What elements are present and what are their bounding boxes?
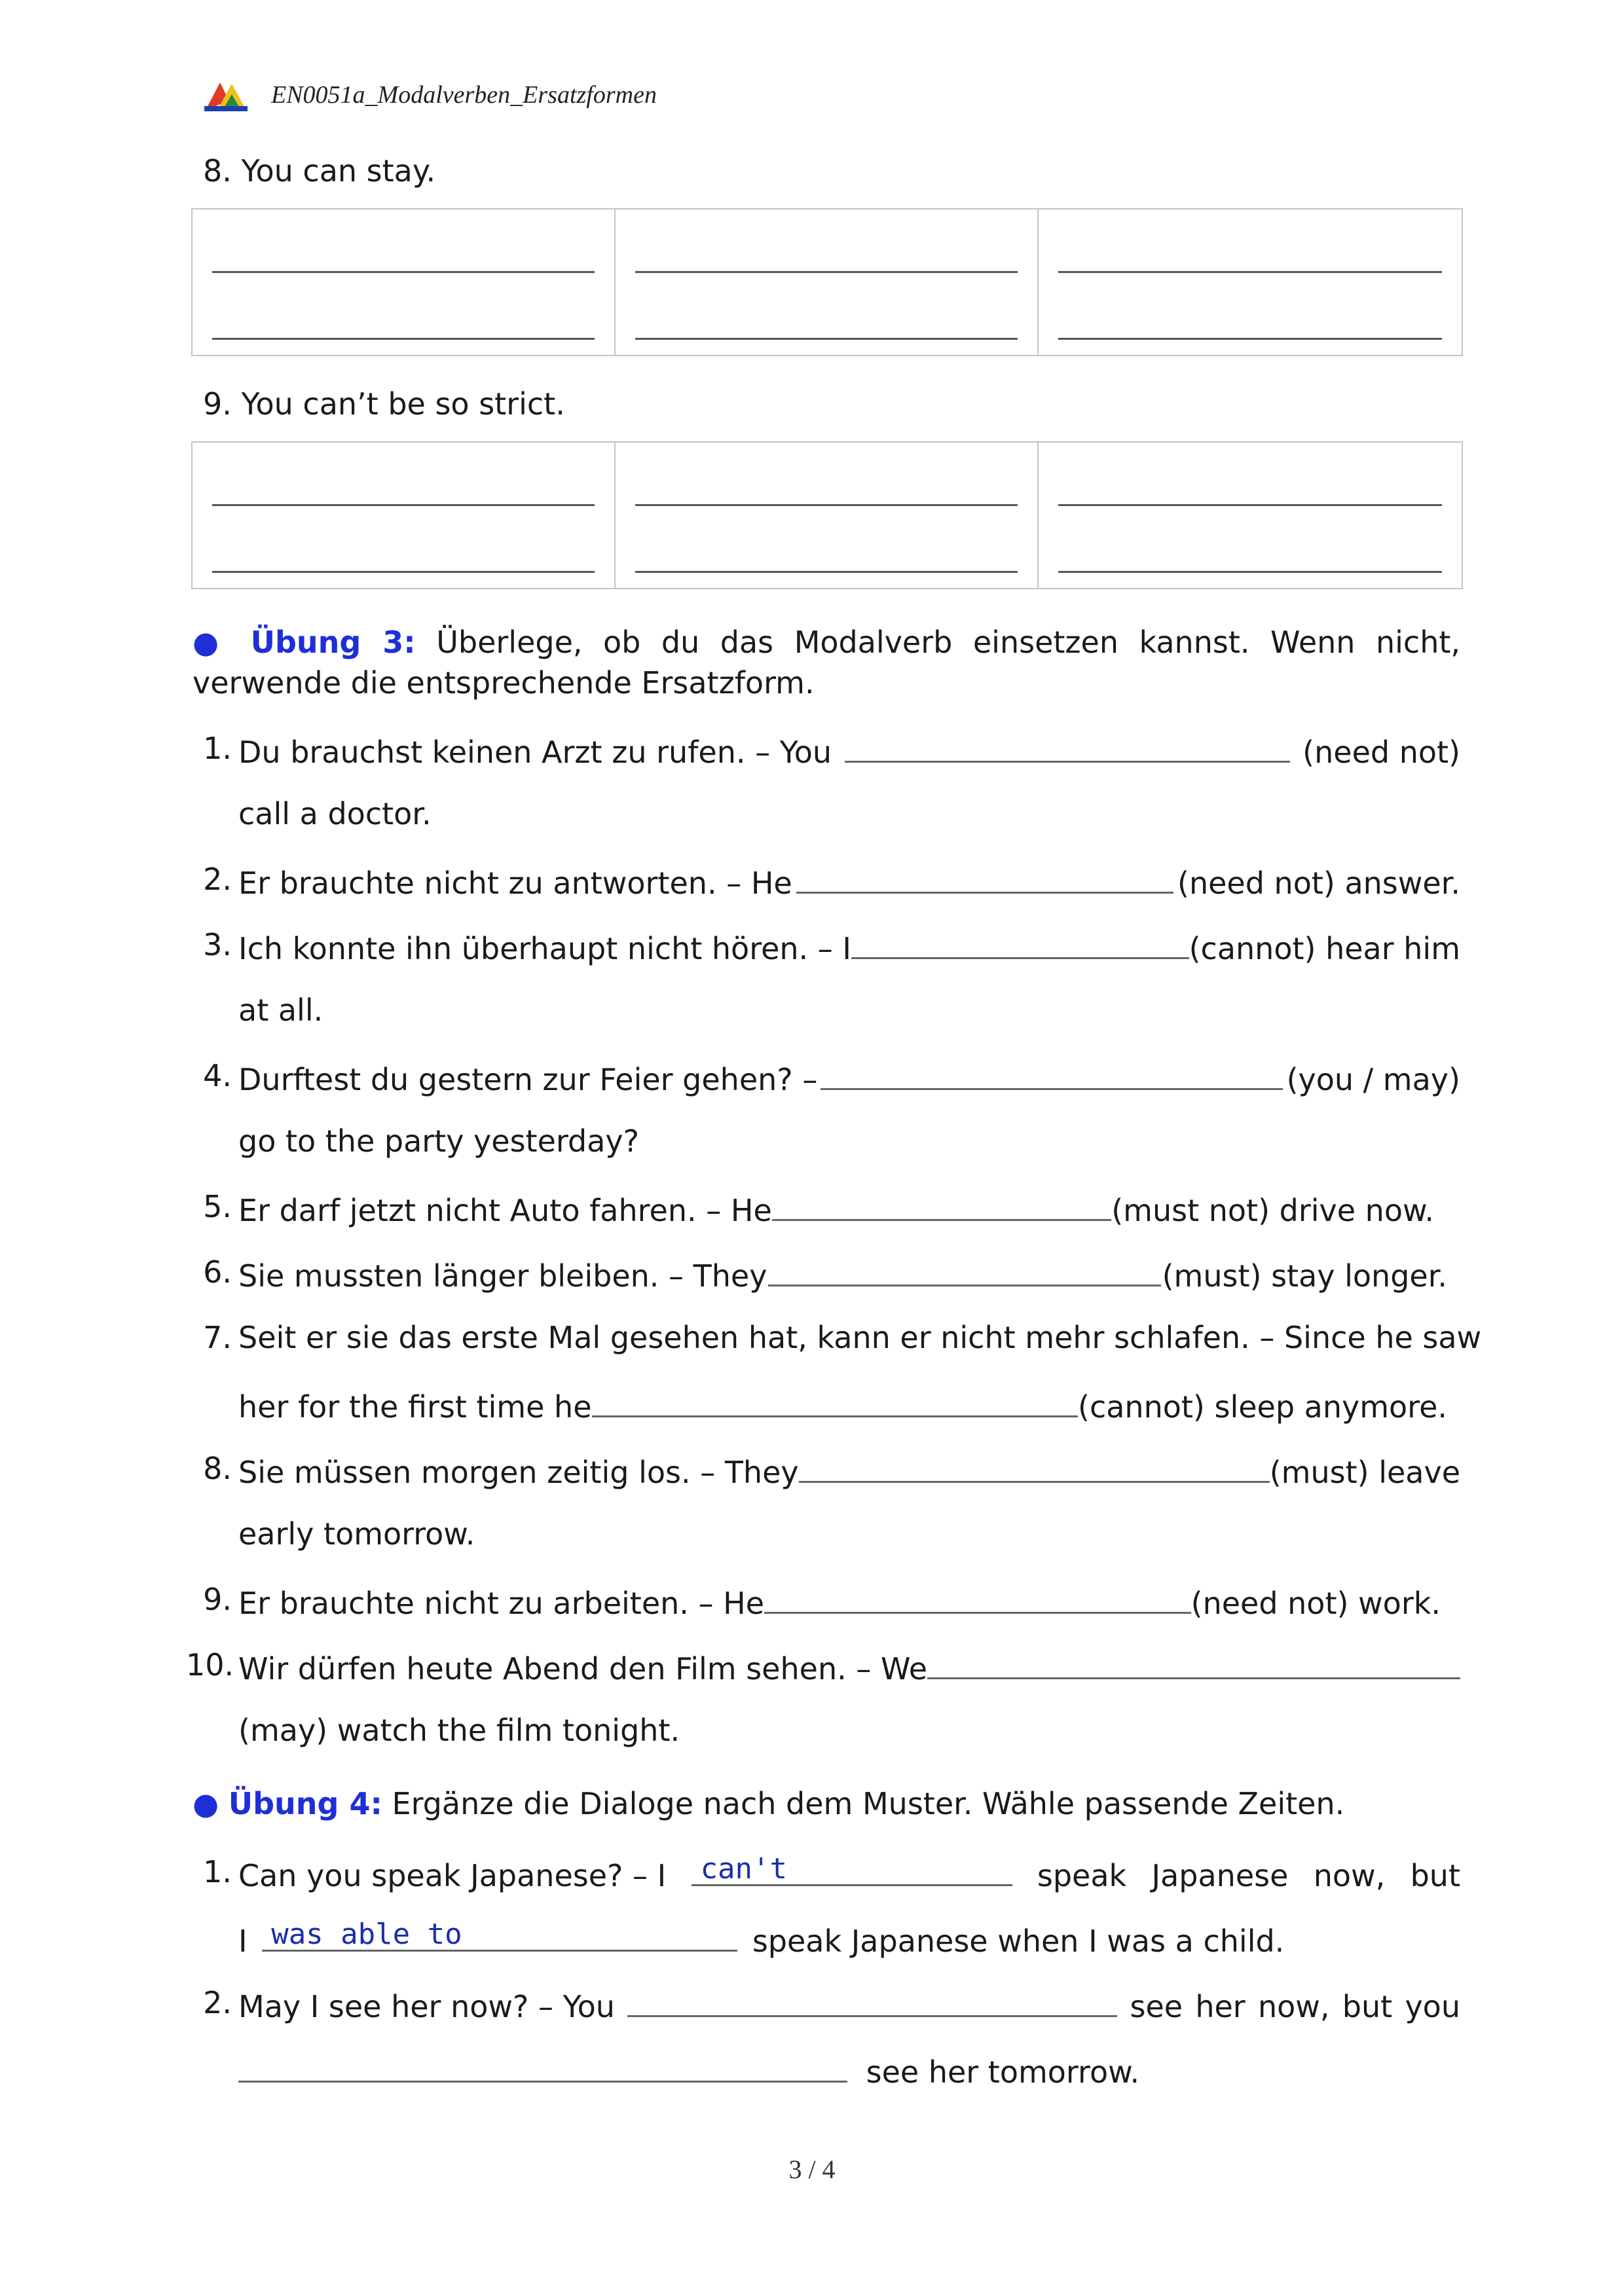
answer-line[interactable] — [212, 271, 595, 273]
answer-blank[interactable] — [692, 1854, 1012, 1886]
u3-item-4: Durftest du gestern zur Feier gehen? – (you / may) — [238, 1058, 1460, 1097]
u3-item-9: Er brauchte nicht zu arbeiten. – He (need not) work. — [238, 1582, 1441, 1621]
uebung3-instruction: ● Übung 3: Überlege, ob du das Modalverb einsetzen kannst. Wenn nicht, verwende die entsprechende Ersatzform. — [193, 625, 1461, 701]
answer-line[interactable] — [635, 271, 1018, 273]
answer-blank[interactable] — [845, 731, 1290, 763]
item-continuation: go to the party yesterday? — [238, 1123, 640, 1159]
uebung4-instruction: ● Übung 4: Ergänze die Dialoge nach dem Muster. Wähle passende Zeiten. — [193, 1786, 1345, 1821]
item-continuation: at all. — [238, 993, 323, 1028]
answer-cell — [193, 210, 616, 355]
answer-line[interactable] — [1058, 271, 1442, 273]
answer-blank[interactable] — [927, 1647, 1460, 1679]
task-8: 8. You can stay. — [203, 153, 436, 189]
item-number: 2. — [203, 862, 232, 897]
answer-line[interactable] — [212, 504, 595, 506]
answer-blank[interactable] — [262, 1920, 737, 1952]
answer-blank[interactable] — [238, 2050, 847, 2083]
handwritten-answer: was able to — [271, 1918, 462, 1951]
answer-line[interactable] — [1058, 571, 1442, 573]
answer-line[interactable] — [635, 504, 1018, 506]
item-number: 4. — [203, 1058, 232, 1093]
item-number: 3. — [203, 927, 232, 962]
answer-blank[interactable] — [821, 1058, 1283, 1090]
item-number: 1. — [203, 1854, 232, 1889]
answer-line[interactable] — [212, 338, 595, 340]
u4-item-1: Can you speak Japanese? – I can't speak Japanese now, but — [238, 1852, 1460, 1893]
answer-blank[interactable] — [592, 1385, 1079, 1417]
item-number: 5. — [203, 1189, 232, 1224]
item-number: 1. — [203, 731, 232, 766]
item-continuation: early tomorrow. — [238, 1516, 475, 1552]
item-number: 7. — [203, 1320, 232, 1355]
answer-line[interactable] — [635, 338, 1018, 340]
answer-grid-8 — [191, 208, 1463, 356]
u3-item-7: Seit er sie das erste Mal gesehen hat, kann er nicht mehr schlafen. – Since he saw — [238, 1320, 1482, 1355]
answer-line[interactable] — [635, 571, 1018, 573]
answer-cell — [616, 443, 1039, 588]
u4-item-2-cont: see her tomorrow. — [238, 2050, 1139, 2090]
answer-blank[interactable] — [799, 1451, 1270, 1483]
answer-blank[interactable] — [851, 927, 1189, 959]
document-title: EN0051a_Modalverben_Ersatzformen — [271, 81, 657, 109]
answer-line[interactable] — [1058, 504, 1442, 506]
u3-item-10: Wir dürfen heute Abend den Film sehen. – We — [238, 1647, 1460, 1686]
item-number: 10. — [186, 1647, 234, 1683]
u3-item-6: Sie mussten länger bleiben. – They (must) stay longer. — [238, 1254, 1447, 1294]
answer-cell — [616, 210, 1039, 355]
answer-blank[interactable] — [768, 1254, 1161, 1286]
answer-blank[interactable] — [772, 1189, 1111, 1221]
item-continuation: call a doctor. — [238, 796, 432, 831]
u4-item-1-cont: I was able to speak Japanese when I was a child. — [238, 1918, 1285, 1959]
answer-grid-9 — [191, 441, 1463, 589]
answer-cell — [193, 443, 616, 588]
u3-item-1: Du brauchst keinen Arzt zu rufen. – You (need not) — [238, 731, 1460, 770]
item-continuation: (may) watch the film tonight. — [238, 1713, 680, 1748]
u3-item-8: Sie müssen morgen zeitig los. – They (must) leave — [238, 1451, 1460, 1490]
item-number: 6. — [203, 1254, 232, 1290]
logo-icon — [203, 77, 249, 113]
answer-blank[interactable] — [764, 1582, 1191, 1614]
item-number: 8. — [203, 1451, 232, 1486]
item-number: 2. — [203, 1985, 232, 2020]
answer-cell — [1039, 210, 1462, 355]
answer-blank[interactable] — [627, 1985, 1117, 2017]
u4-item-2: May I see her now? – You see her now, but you — [238, 1985, 1460, 2024]
answer-cell — [1039, 443, 1462, 588]
handwritten-answer: can't — [700, 1852, 788, 1886]
u3-item-3: Ich konnte ihn überhaupt nicht hören. – I (cannot) hear him — [238, 927, 1460, 966]
u3-item-5: Er darf jetzt nicht Auto fahren. – He (must not) drive now. — [238, 1189, 1434, 1228]
page-number: 3 / 4 — [788, 2155, 836, 2184]
u3-item-7-cont: her for the first time he (cannot) sleep anymore. — [238, 1385, 1447, 1425]
u3-item-2: Er brauchte nicht zu antworten. – He (need not) answer. — [238, 862, 1460, 901]
answer-blank[interactable] — [796, 862, 1173, 894]
answer-line[interactable] — [1058, 338, 1442, 340]
task-9: 9. You can’t be so strict. — [203, 386, 565, 422]
answer-line[interactable] — [212, 571, 595, 573]
document-header — [203, 72, 657, 118]
item-number: 9. — [203, 1582, 232, 1617]
